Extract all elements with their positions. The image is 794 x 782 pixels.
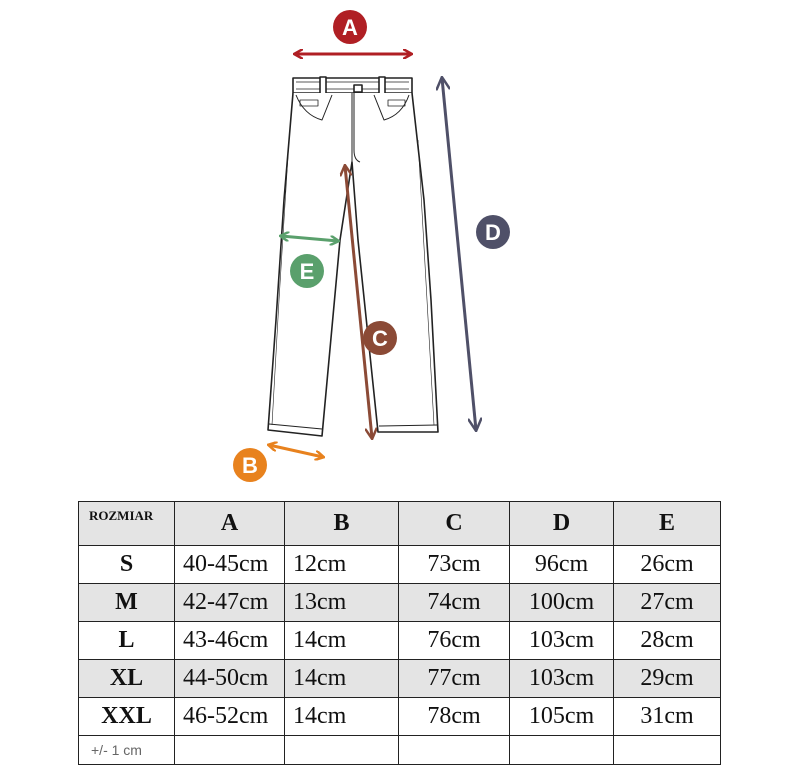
cell-b: 14cm — [285, 660, 399, 698]
cell-c: 78cm — [399, 698, 510, 736]
cell-b: 12cm — [285, 546, 399, 584]
column-header-e: E — [614, 502, 721, 546]
marker-e-letter: E — [299, 259, 315, 284]
cell-d: 105cm — [510, 698, 614, 736]
size-label: M — [79, 584, 175, 622]
empty-cell — [175, 736, 285, 765]
cell-d: 103cm — [510, 622, 614, 660]
table-row — [79, 698, 721, 736]
marker-b-letter: B — [242, 453, 258, 478]
column-header-size: ROZMIAR — [79, 502, 175, 546]
arrow-b — [269, 445, 323, 457]
size-label: L — [79, 622, 175, 660]
empty-cell — [614, 736, 721, 765]
cell-c: 76cm — [399, 622, 510, 660]
marker-d-letter: D — [485, 220, 501, 245]
table-header-row — [79, 502, 721, 546]
column-header-d: D — [510, 502, 614, 546]
marker-b — [233, 448, 267, 482]
column-header-c: C — [399, 502, 510, 546]
cell-a: 43-46cm — [175, 622, 285, 660]
cell-a: 44-50cm — [175, 660, 285, 698]
marker-c-letter: C — [372, 326, 388, 351]
empty-cell — [285, 736, 399, 765]
marker-a — [333, 10, 367, 44]
table-row — [79, 660, 721, 698]
size-label: XL — [79, 660, 175, 698]
empty-cell — [510, 736, 614, 765]
cell-e: 26cm — [614, 546, 721, 584]
size-table — [78, 501, 721, 765]
cell-e: 29cm — [614, 660, 721, 698]
table-row — [79, 546, 721, 584]
tolerance-note: +/- 1 cm — [79, 736, 175, 765]
cell-e: 28cm — [614, 622, 721, 660]
size-label: S — [79, 546, 175, 584]
cell-d: 100cm — [510, 584, 614, 622]
marker-c — [363, 321, 397, 355]
cell-b: 14cm — [285, 622, 399, 660]
cell-a: 46-52cm — [175, 698, 285, 736]
cell-d: 103cm — [510, 660, 614, 698]
cell-c: 74cm — [399, 584, 510, 622]
cell-c: 73cm — [399, 546, 510, 584]
cell-a: 42-47cm — [175, 584, 285, 622]
cell-e: 27cm — [614, 584, 721, 622]
column-header-b: B — [285, 502, 399, 546]
empty-cell — [399, 736, 510, 765]
size-label: XXL — [79, 698, 175, 736]
marker-e — [290, 254, 324, 288]
table-row — [79, 584, 721, 622]
cell-b: 14cm — [285, 698, 399, 736]
marker-a-letter: A — [342, 15, 358, 40]
column-header-a: A — [175, 502, 285, 546]
marker-d — [476, 215, 510, 249]
cell-d: 96cm — [510, 546, 614, 584]
arrow-d — [442, 78, 476, 430]
table-row — [79, 622, 721, 660]
cell-c: 77cm — [399, 660, 510, 698]
cell-a: 40-45cm — [175, 546, 285, 584]
cell-e: 31cm — [614, 698, 721, 736]
cell-b: 13cm — [285, 584, 399, 622]
tolerance-row — [79, 736, 721, 765]
